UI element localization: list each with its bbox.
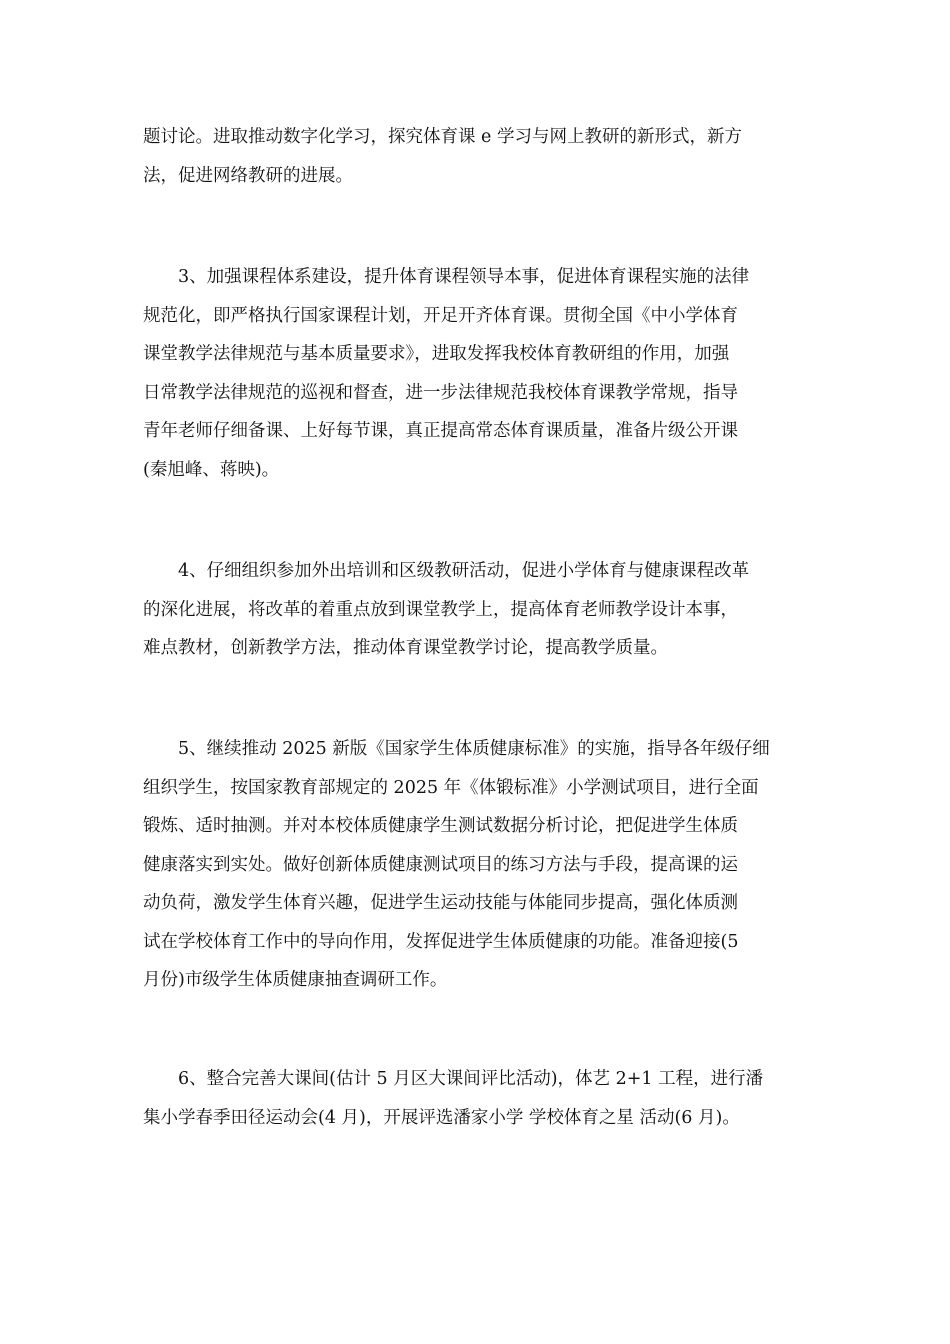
text-line: 月份)市级学生体质健康抽查调研工作。 <box>143 970 448 990</box>
text-line: 组织学生，按国家教育部规定的 2025 年《体锻标准》小学测试项目，进行全面 <box>143 777 759 798</box>
text-line: 课堂教学法律规范与基本质量要求》，进取发挥我校体育教研组的作用，加强 <box>143 344 730 364</box>
text-line: 题讨论。进取推动数字化学习，探究体育课 e 学习与网上教研的新形式，新方 <box>143 127 742 147</box>
text-line: 法，促进网络教研的进展。 <box>143 165 353 186</box>
paragraph-continuation <box>143 118 807 195</box>
text-line: 日常教学法律规范的巡视和督查，进一步法律规范我校体育课教学常规，指导 <box>143 382 738 403</box>
paragraph-item-5 <box>143 730 807 1000</box>
text-line: 动负荷，激发学生体育兴趣，促进学生运动技能与体能同步提高，强化体质测 <box>143 893 738 913</box>
paragraph-item-6 <box>143 1060 807 1137</box>
text-line: 6、整合完善大课间(估计 5 月区大课间评比活动)，体艺 2+1 工程，进行潘 <box>143 1069 764 1089</box>
text-line: 3、加强课程体系建设，提升体育课程领导本事，促进体育课程实施的法律 <box>143 267 750 287</box>
text-line: 规范化，即严格执行国家课程计划，开足开齐体育课。贯彻全国《中小学体育 <box>143 305 738 326</box>
text-line: 的深化进展，将改革的着重点放到课堂教学上，提高体育老师教学设计本事， <box>143 599 738 620</box>
text-line: 试在学校体育工作中的导向作用，发挥促进学生体质健康的功能。准备迎接(5 <box>143 931 739 952</box>
text-line: 难点教材，创新教学方法，推动体育课堂教学讨论，提高教学质量。 <box>143 638 668 658</box>
text-line: 青年老师仔细备课、上好每节课，真正提高常态体育课质量，准备片级公开课 <box>143 421 738 441</box>
text-line: 5、继续推动 2025 新版《国家学生体质健康标准》的实施，指导各年级仔细 <box>143 739 770 759</box>
text-line: 健康落实到实处。做好创新体质健康测试项目的练习方法与手段，提高课的运 <box>143 854 738 875</box>
text-line: (秦旭峰、蒋映)。 <box>143 459 280 480</box>
paragraph-item-4 <box>143 552 807 668</box>
text-line: 集小学春季田径运动会(4 月)，开展评选潘家小学 学校体育之星 活动(6 月)。 <box>143 1107 740 1128</box>
text-line: 锻炼、适时抽测。并对本校体质健康学生测试数据分析讨论，把促进学生体质 <box>143 816 738 836</box>
text-line: 4、仔细组织参加外出培训和区级教研活动，促进小学体育与健康课程改革 <box>143 561 750 581</box>
paragraph-item-3 <box>143 258 807 489</box>
